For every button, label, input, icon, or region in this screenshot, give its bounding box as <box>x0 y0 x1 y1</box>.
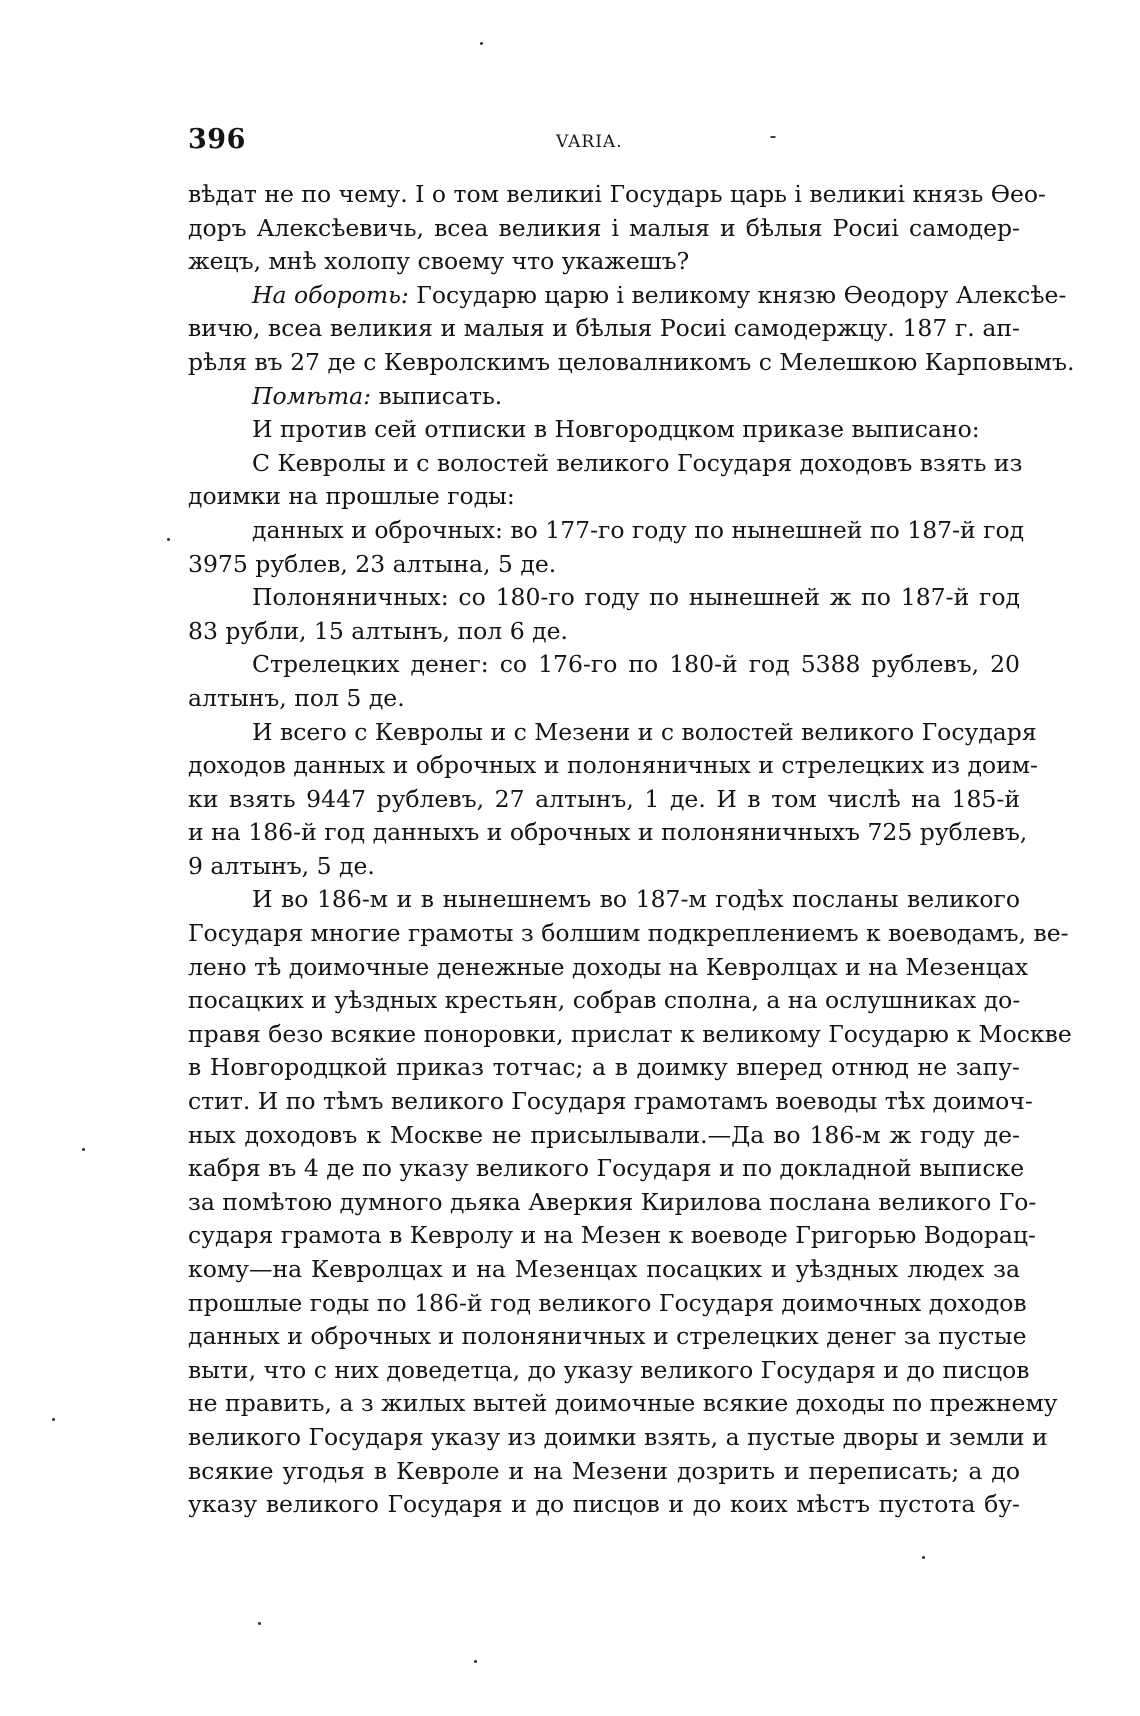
italic-annotation: На обороть: <box>252 280 409 309</box>
text-line: кому—на Кевролцах и на Мезенцах посацких и уѣздных людех за <box>188 1255 1020 1283</box>
text-line: жецъ, мнѣ холопу своему что укажешъ? <box>188 247 690 276</box>
text-line: и на 186-й год данныхъ и оброчных и полоняничныхъ 725 рублевъ, <box>188 818 1028 847</box>
text-line: 83 рубли, 15 алтынъ, пол 6 де. <box>188 616 568 645</box>
text-line: в Новгородцкой приказ тотчас; а в доимку вперед отнюд не запу- <box>188 1053 1020 1082</box>
text-line: И против сей отписки в Новгородцком приказе выписано: <box>252 415 980 444</box>
scan-speck <box>82 1148 85 1151</box>
text-line: лено тѣ доимочные денежные доходы на Кевролцах и на Мезенцах <box>188 952 1029 981</box>
text-line: великого Государя указу из доимки взять, а пустые дворы и земли и <box>188 1422 1048 1451</box>
scan-speck <box>167 538 170 541</box>
text-line: указу великого Государя и до писцов и до коих мѣстъ пустота бу- <box>188 1490 1020 1519</box>
text-line: Государя многие грамоты з болшим подкреплениемъ к воеводамъ, ве- <box>188 919 1069 948</box>
text-line <box>188 380 1020 414</box>
page-number: 396 <box>188 124 246 155</box>
text-line: за помѣтою думного дьяка Аверкия Кирилова послана великого Го- <box>188 1187 1037 1216</box>
line-text: Государю царю і великому князю Ѳеодору Алексѣе- <box>408 280 1067 309</box>
text-line <box>188 279 1067 313</box>
text-line: вичю, всеа великия и малыя и бѣлыя Росиі самодержцу. 187 г. ап- <box>188 314 1020 343</box>
text-line: правя безо всякие поноровки, прислат к великому Государю к Москве <box>188 1019 1072 1048</box>
page-header <box>188 118 1020 158</box>
scan-speck <box>52 1418 55 1421</box>
text-line: Полоняничных: со 180-го году по нынешней ж по 187-й год <box>252 583 1020 612</box>
text-line: прошлые годы по 186-й год великого Государя доимочных доходов <box>188 1288 1027 1317</box>
scan-speck <box>474 1660 477 1663</box>
text-line: сударя грамота в Кевролу и на Мезен к воеводе Григорью Водорац- <box>188 1221 1036 1250</box>
text-line: ки взять 9447 рублевъ, 27 алтынъ, 1 де. И в том числѣ на 185-й <box>188 784 1020 813</box>
text-line: доръ Алексѣевичь, всеа великия і малыя и бѣлыя Росиі самодер- <box>188 213 1020 242</box>
text-line: посацких и уѣздных крестьян, собрав сполна, а на ослушниках до- <box>188 986 1021 1015</box>
text-line: стит. И по тѣмъ великого Государя грамотамъ воеводы тѣх доимоч- <box>188 1087 1033 1116</box>
text-line: всякие угодья в Кевроле и на Мезени дозрить и переписать; а до <box>188 1456 1020 1485</box>
text-line: И во 186-м и в нынешнемъ во 187-м годѣх посланы великого <box>252 885 1020 914</box>
line-text: выписать. <box>371 381 503 410</box>
text-line: данных и оброчных и полоняничных и стрелецких денег за пустые <box>188 1322 1027 1351</box>
running-head: VARIA. <box>556 132 623 152</box>
text-line: алтынъ, пол 5 де. <box>188 683 405 712</box>
text-line: выти, что с них доведетца, до указу великого Государя и до писцов <box>188 1355 1030 1384</box>
scan-speck <box>258 1622 261 1625</box>
scan-speck <box>770 136 776 138</box>
text-line: данных и оброчных: во 177-го году по нынешней по 187-й год <box>252 515 1025 544</box>
text-line: 3975 рублев, 23 алтына, 5 де. <box>188 549 557 578</box>
text-line: С Кевролы и с волостей великого Государя доходовъ взять из <box>252 448 1023 477</box>
text-line: Стрелецких денег: со 176-го по 180-й год 5388 рублевъ, 20 <box>252 650 1020 679</box>
text-line: 9 алтынъ, 5 де. <box>188 851 375 880</box>
italic-annotation: Помѣта: <box>252 381 372 410</box>
text-line: не править, а з жилых вытей доимочные всякие доходы по прежнему <box>188 1389 1058 1418</box>
text-line: вѣдат не по чему. I о том великиі Государь царь і великиі князь Ѳео- <box>188 180 1046 208</box>
text-line: рѣля въ 27 де с Кевролскимъ целовалникомъ с Мелешкою Карповымъ. <box>188 347 1075 376</box>
scan-speck <box>922 1556 925 1559</box>
text-line: И всего с Кевролы и с Мезени и с волостей великого Государя <box>252 717 1037 746</box>
text-line: доходов данных и оброчных и полоняничных и стрелецких из доим- <box>188 751 1038 780</box>
text-line: кабря въ 4 де по указу великого Государя и по докладной выписке <box>188 1154 1025 1183</box>
scan-speck <box>480 42 483 45</box>
text-line: доимки на прошлые годы: <box>188 482 515 511</box>
text-line: ных доходовъ к Москве не присылывали.—Да во 186-м ж году де- <box>188 1120 1020 1149</box>
body-text <box>188 178 1075 1522</box>
